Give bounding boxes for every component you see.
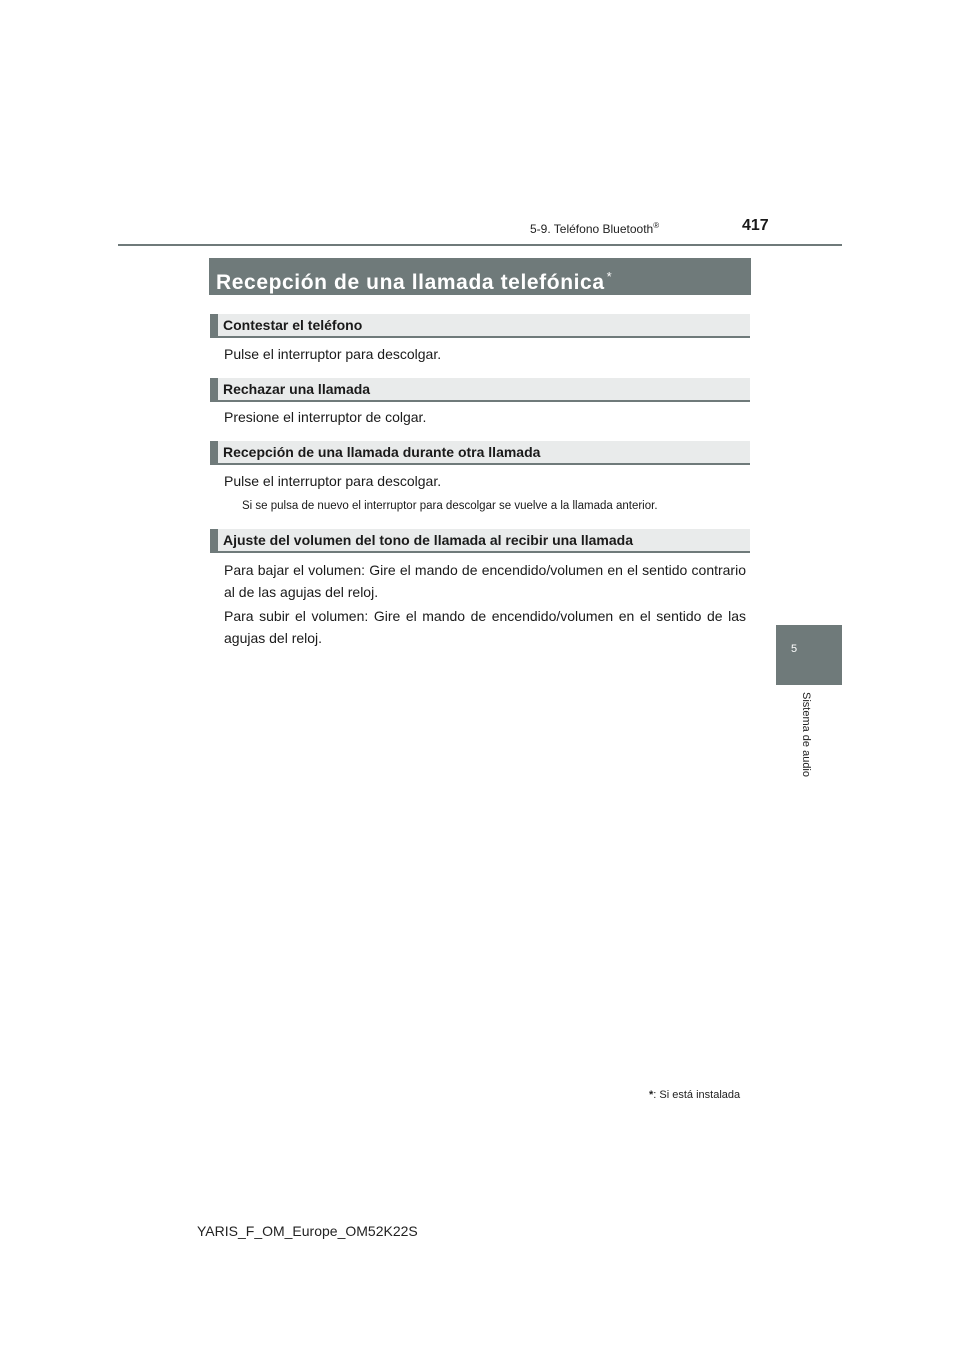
section-heading-call-waiting: Recepción de una llamada durante otra llamada — [210, 441, 750, 465]
chapter-label: Sistema de audio — [800, 692, 812, 777]
page-title-text: Recepción de una llamada telefónica — [216, 271, 605, 294]
section-body-answer: Pulse el interruptor para descolgar. — [224, 346, 442, 362]
page-number: 417 — [742, 217, 769, 234]
header-section-text: 5-9. Teléfono Bluetooth — [530, 222, 654, 236]
footnote-text: : Si está instalada — [653, 1089, 741, 1101]
paragraph-volume-down: Para bajar el volumen: Gire el mando de encendido/volumen en el sentido contrario al de las agujas del reloj. — [224, 562, 746, 600]
header-divider — [118, 244, 842, 246]
header-section-title — [530, 221, 659, 236]
footnote — [649, 1089, 740, 1101]
chapter-tab — [776, 625, 842, 685]
asterisk-icon: * — [606, 269, 613, 284]
chapter-number: 5 — [790, 643, 798, 655]
section-heading-answer: Contestar el teléfono — [210, 314, 750, 338]
registered-mark: ® — [653, 221, 660, 230]
document-code: YARIS_F_OM_Europe_OM52K22S — [197, 1223, 418, 1239]
section-note-call-waiting: Si se pulsa de nuevo el interruptor para descolgar se vuelve a la llamada anterior. — [242, 500, 658, 512]
section-heading-reject: Rechazar una llamada — [210, 378, 750, 402]
page-title — [209, 258, 751, 295]
section-heading-ring-volume: Ajuste del volumen del tono de llamada al recibir una llamada — [210, 529, 750, 553]
paragraph-volume-up: Para subir el volumen: Gire el mando de encendido/volumen en el sentido de las agujas del reloj. — [224, 608, 746, 646]
footnote-asterisk-icon: * — [649, 1089, 654, 1101]
section-body-call-waiting: Pulse el interruptor para descolgar. — [224, 473, 442, 489]
section-body-reject: Presione el interruptor de colgar. — [224, 409, 427, 425]
